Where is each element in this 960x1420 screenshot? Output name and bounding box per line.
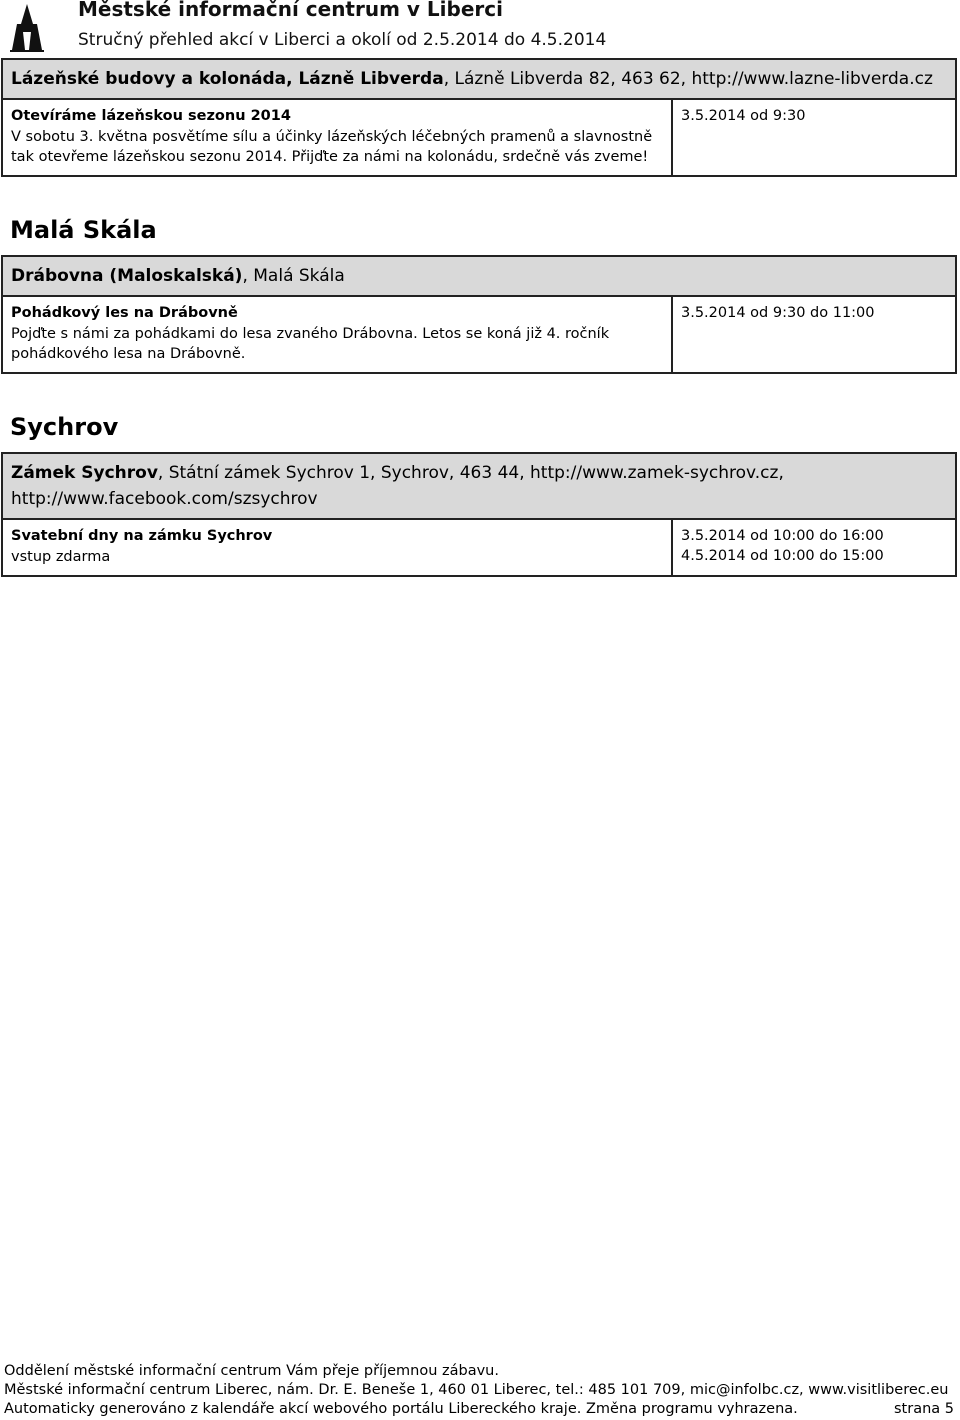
event-date: 3.5.2014 od 9:30 do 11:00 [681,305,875,321]
section-heading: Sychrov [10,413,119,441]
event-info [3,520,673,575]
footer-note-row [4,1400,954,1419]
event-info [3,297,673,372]
page-footer [4,1362,954,1419]
venue-name: Drábovna (Maloskalská) [11,266,243,286]
event-row [1,520,957,577]
event-dates [673,100,813,175]
venue-name: Lázeňské budovy a kolonáda, Lázně Libverda [11,69,444,89]
venue-details: , Státní zámek Sychrov 1, Sychrov, 463 44, http://www.zamek-sychrov.cz, http://www.facebook.com/szsychrov [11,463,784,509]
page-number: strana 5 [894,1401,954,1417]
event-row [1,297,957,374]
event-title: Svatební dny na zámku Sychrov [11,528,273,544]
event-date: 3.5.2014 od 10:00 do 16:00 [681,528,884,544]
page-title: Městské informační centrum v Liberci [78,0,503,21]
section-mala-skala [0,215,960,374]
event-description: vstup zdarma [11,549,111,565]
venue-header [1,452,957,520]
event-title: Pohádkový les na Drábovně [11,305,238,321]
venue-header [1,58,957,100]
section-sychrov [0,412,960,577]
event-date: 3.5.2014 od 9:30 [681,108,806,124]
venue-details: , Lázně Libverda 82, 463 62, http://www.lazne-libverda.cz [443,69,933,89]
event-info [3,100,673,175]
event-title: Otevíráme lázeňskou sezonu 2014 [11,108,291,124]
event-description: V sobotu 3. května posvětíme sílu a účinky lázeňských léčebných pramenů a slavnostně tak otevřeme lázeňskou sezonu 2014. Přijďte za námi na kolonádu, srdečně vás zveme! [11,129,653,165]
event-description: Pojďte s námi za pohádkami do lesa zvaného Drábovna. Letos se koná již 4. ročník pohádkového lesa na Drábovně. [11,326,610,362]
footer-disclaimer: Automaticky generováno z kalendáře akcí webového portálu Libereckého kraje. Změna programu vyhrazena. [4,1401,798,1417]
event-dates [673,297,883,372]
page-subtitle: Stručný přehled akcí v Liberci a okolí od 2.5.2014 do 4.5.2014 [78,30,607,50]
footer-greeting: Oddělení městské informační centrum Vám přeje příjemnou zábavu. [4,1363,499,1379]
section-heading: Malá Skála [10,216,157,244]
event-list [0,58,960,577]
liberec-tower-logo-icon [8,2,46,52]
section-lazne-libverda [0,58,960,177]
footer-contact: Městské informační centrum Liberec, nám. Dr. E. Beneše 1, 460 01 Liberec, tel.: 485 101 709, mic@infolbc.cz, www.visitliberec.eu [4,1382,949,1398]
event-date: 4.5.2014 od 10:00 do 15:00 [681,548,884,564]
event-row [1,100,957,177]
event-dates [673,520,892,575]
venue-name: Zámek Sychrov [11,463,158,483]
venue-details: , Malá Skála [242,266,345,286]
page-header [0,0,960,56]
venue-header [1,255,957,297]
